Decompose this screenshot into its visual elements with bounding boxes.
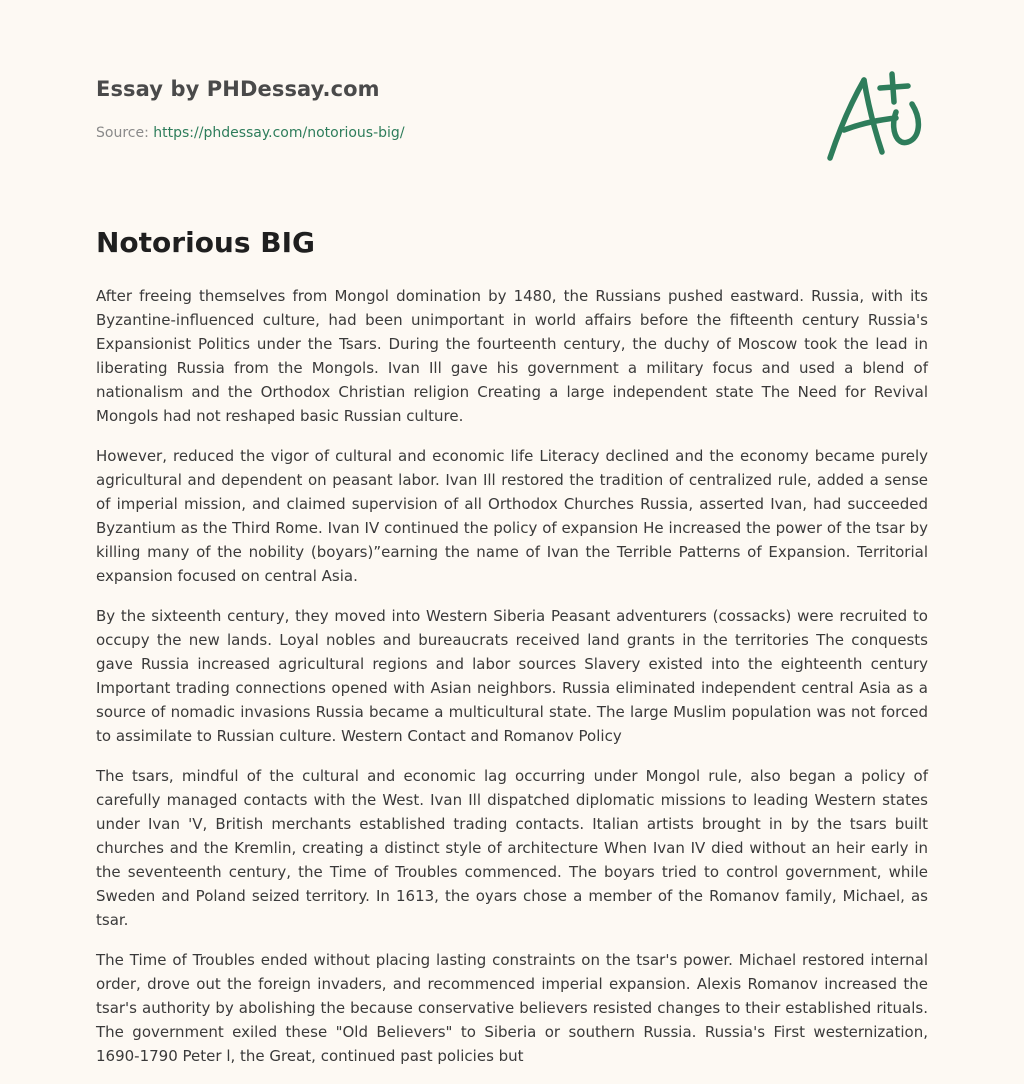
source-label: Source:	[96, 125, 154, 141]
a-plus-logo-icon	[824, 68, 928, 164]
page-title: Notorious BIG	[96, 226, 316, 259]
essay-paragraph: By the sixteenth century, they moved into Western Siberia Peasant adventurers (cossacks) were recruited to occupy the new lands. Loyal nobles and bureaucrats received land grants in the territories The conquests gave Russia increased agricultural regions and labor sources Slavery existed into the eighteenth century Important trading connections opened with Asian neighbors. Russia eliminated independent central Asia as a source of nomadic invasions Russia became a multicultural state. The large Muslim population was not forced to assimilate to Russian culture. Western Contact and Romanov Policy	[96, 607, 928, 745]
source-link[interactable]: https://phdessay.com/notorious-big/	[153, 125, 405, 141]
essay-paragraph: After freeing themselves from Mongol domination by 1480, the Russians pushed eastward. Russia, with its Byzantine-influenced culture, had been unimportant in world affairs before the fifteenth century Russia's Expansionist Politics under the Tsars. During the fourteenth century, the duchy of Moscow took the lead in liberating Russia from the Mongols. Ivan Ill gave his government a military focus and used a blend of nationalism and the Orthodox Christian religion Creating a large independent state The Need for Revival Mongols had not reshaped basic Russian culture.	[96, 287, 928, 425]
essay-body	[96, 284, 928, 1084]
essay-paragraph: However, reduced the vigor of cultural and economic life Literacy declined and the economy became purely agricultural and dependent on peasant labor. Ivan Ill restored the tradition of centralized rule, added a sense of imperial mission, and claimed supervision of all Orthodox Churches Russia, asserted Ivan, had succeeded Byzantium as the Third Rome. Ivan IV continued the policy of expansion He increased the power of the tsar by killing many of the nobility (boyars)”earning the name of Ivan the Terrible Patterns of Expansion. Territorial expansion focused on central Asia.	[96, 447, 928, 585]
essay-paragraph: The Time of Troubles ended without placing lasting constraints on the tsar's power. Michael restored internal order, drove out the foreign invaders, and recommenced imperial expansion. Alexis Romanov increased the tsar's authority by abolishing the because conservative believers resisted changes to their established rituals. The government exiled these "Old Believers" to Siberia or southern Russia. Russia's First westernization, 1690-1790 Peter l, the Great, continued past policies but	[96, 951, 928, 1065]
essay-paragraph: The tsars, mindful of the cultural and economic lag occurring under Mongol rule, also began a policy of carefully managed contacts with the West. Ivan Ill dispatched diplomatic missions to leading Western states under Ivan 'V, British merchants established trading contacts. Italian artists brought in by the tsars built churches and the Kremlin, creating a distinct style of architecture When Ivan IV died without an heir early in the seventeenth century, the Time of Troubles commenced. The boyars tried to control government, while Sweden and Poland seized territory. In 1613, the oyars chose a member of the Romanov family, Michael, as tsar.	[96, 767, 928, 929]
source-line	[96, 125, 405, 141]
site-brand: Essay by PHDessay.com	[96, 77, 380, 101]
